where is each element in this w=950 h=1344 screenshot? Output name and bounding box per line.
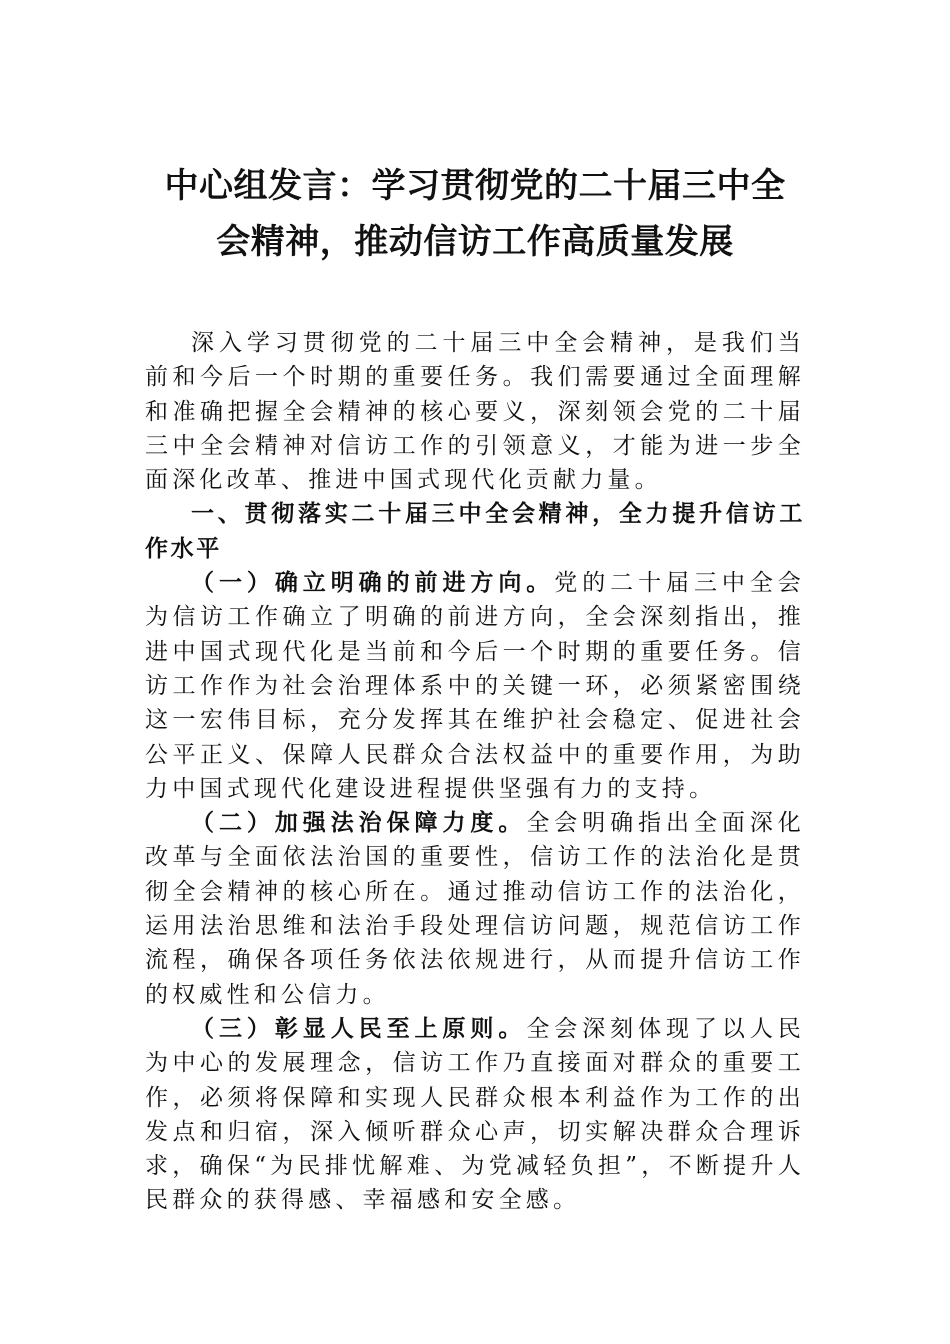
title-line-2: 会精神，推动信访工作高质量发展: [216, 222, 734, 262]
point-paragraph-1: [145, 566, 805, 806]
point-lead-2: （二）加强法治保障力度。: [191, 809, 527, 837]
document-title: [145, 158, 805, 270]
intro-paragraph: 深入学习贯彻党的二十届三中全会精神，是我们当前和今后一个时期的重要任务。我们需要通过全面理解和准确把握全会精神的核心要义，深刻领会党的二十届三中全会精神对信访工作的引领意义，才能为进一步全面深化改革、推进中国式现代化贡献力量。: [145, 330, 805, 494]
document-body: [145, 326, 805, 1218]
point-paragraph-3: [145, 1012, 805, 1218]
point-paragraph-2: [145, 806, 805, 1012]
point-text-3: 全会深刻体现了以人民为中心的发展理念，信访工作乃直接面对群众的重要工作，必须将保障和实现人民群众根本利益作为工作的出发点和归宿，深入倾听群众心声，切实解决群众合理诉求，确保“为民排忧解难、为党减轻负担”，不断提升人民群众的获得感、幸福感和安全感。: [145, 1015, 805, 1214]
section-heading-1: 一、贯彻落实二十届三中全会精神，全力提升信访工作水平: [145, 501, 805, 562]
title-line-1: 中心组发言：学习贯彻党的二十届三中全: [164, 166, 786, 206]
point-text-2: 全会明确指出全面深化改革与全面依法治国的重要性，信访工作的法治化是贯彻全会精神的核心所在。通过推动信访工作的法治化，运用法治思维和法治手段处理信访问题，规范信访工作流程，确保各项任务依法依规进行，从而提升信访工作的权威性和公信力。: [145, 810, 805, 1008]
point-lead-3: （三）彰显人民至上原则。: [191, 1014, 527, 1042]
point-text-1: 党的二十届三中全会为信访工作确立了明确的前进方向，全会深刻指出，推进中国式现代化是当前和今后一个时期的重要任务。信访工作作为社会治理体系中的关键一环，必须紧密围绕这一宏伟目标，充分发挥其在维护社会稳定、促进社会公平正义、保障人民群众合法权益中的重要作用，为助力中国式现代化建设进程提供坚强有力的支持。: [145, 570, 805, 802]
point-lead-1: （一）确立明确的前进方向。: [191, 569, 555, 597]
